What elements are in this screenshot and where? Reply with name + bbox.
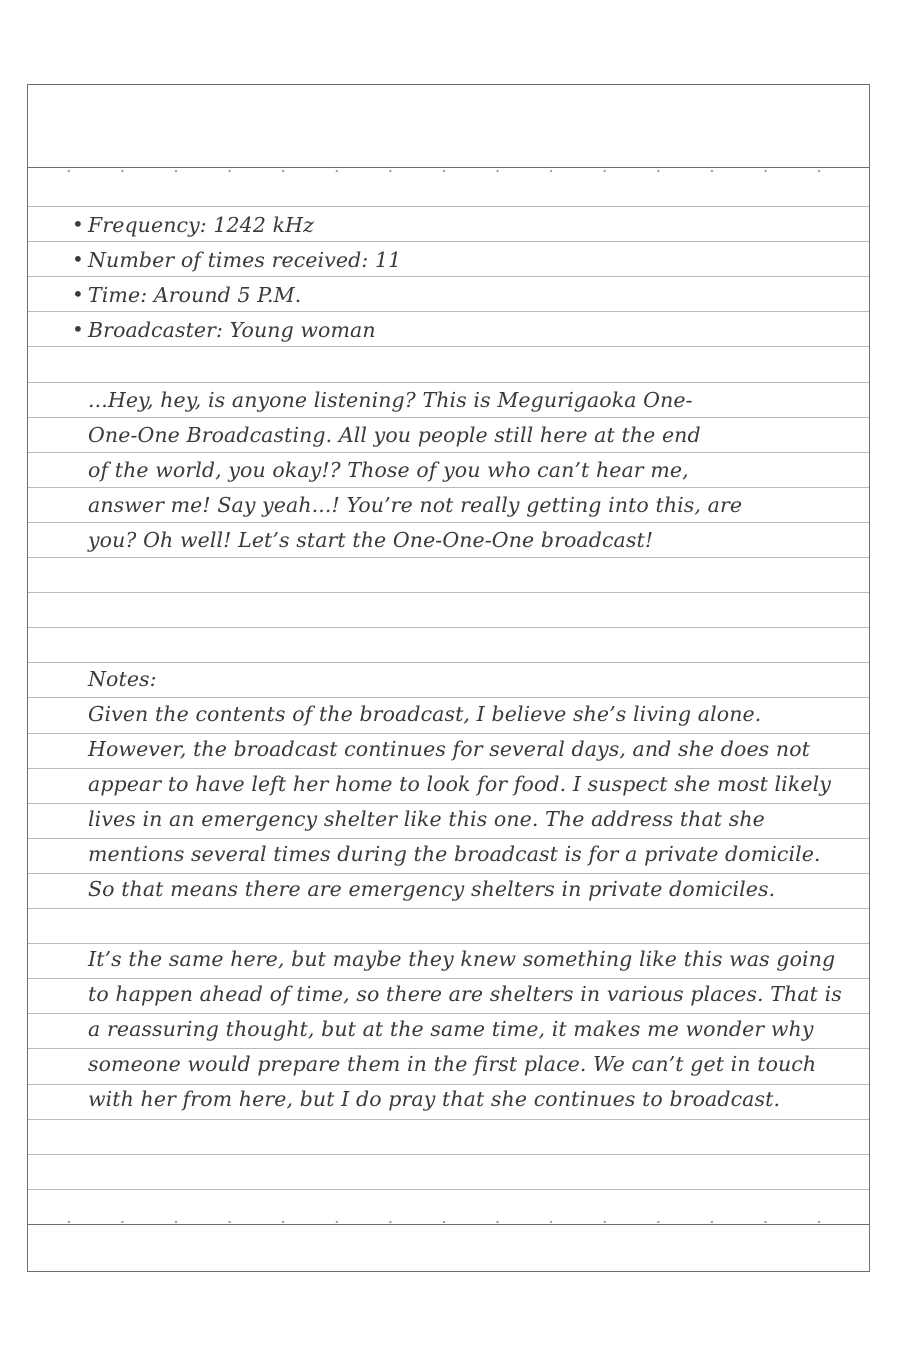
ruled-line [28, 627, 869, 628]
ruled-line [28, 768, 869, 769]
transcript-line: One-One Broadcasting. All you people still here at the end [88, 423, 701, 447]
ruled-line [28, 978, 869, 979]
ruled-line [28, 452, 869, 453]
info-frequency: Frequency: 1242 kHz [88, 213, 314, 237]
ruled-line [28, 311, 869, 312]
ruled-line [28, 522, 869, 523]
ruled-line [28, 662, 869, 663]
page-footer-band [28, 1224, 869, 1271]
notes-line: It’s the same here, but maybe they knew something like this was going [88, 947, 836, 971]
transcript-line: of the world, you okay!? Those of you who can’t hear me, [88, 458, 689, 482]
notes-line: So that means there are emergency shelters in private domiciles. [88, 877, 776, 901]
transcript-line: you? Oh well! Let’s start the One-One-One broadcast! [88, 528, 654, 552]
notes-line: to happen ahead of time, so there are shelters in various places. That is [88, 982, 842, 1006]
ruled-line [28, 1119, 869, 1120]
info-times-received: Number of times received: 11 [88, 248, 402, 272]
transcript-line: ...Hey, hey, is anyone listening? This is Megurigaoka One- [88, 388, 693, 412]
ruled-line [28, 1154, 869, 1155]
ruled-line [28, 733, 869, 734]
notes-line: a reassuring thought, but at the same time, it makes me wonder why [88, 1017, 814, 1041]
notes-line: lives in an emergency shelter like this one. The address that she [88, 807, 765, 831]
ruled-line [28, 1084, 869, 1085]
ruled-line [28, 276, 869, 277]
ruled-line [28, 908, 869, 909]
ruled-line [28, 382, 869, 383]
ruled-line [28, 241, 869, 242]
transcript-line: answer me! Say yeah...! You’re not really getting into this, are [88, 493, 743, 517]
ruled-line [28, 838, 869, 839]
notes-heading: Notes: [88, 667, 157, 691]
dotted-guide [28, 169, 869, 173]
info-broadcaster: Broadcaster: Young woman [88, 318, 376, 342]
ruled-line [28, 873, 869, 874]
bullet-dot: • [72, 282, 84, 306]
bullet-dot: • [72, 212, 84, 236]
ruled-line [28, 697, 869, 698]
notes-line: Given the contents of the broadcast, I believe she’s living alone. [88, 702, 762, 726]
ruled-line [28, 557, 869, 558]
notes-line: mentions several times during the broadcast is for a private domicile. [88, 842, 821, 866]
ruled-line [28, 346, 869, 347]
ruled-line [28, 1048, 869, 1049]
dotted-guide [28, 1220, 869, 1224]
ruled-line [28, 417, 869, 418]
page-header-band [28, 85, 869, 168]
notes-line: with her from here, but I do pray that she continues to broadcast. [88, 1087, 781, 1111]
ruled-line [28, 1189, 869, 1190]
ruled-line [28, 943, 869, 944]
info-time: Time: Around 5 P.M. [88, 283, 302, 307]
notes-line: someone would prepare them in the first place. We can’t get in touch [88, 1052, 817, 1076]
notes-line: However, the broadcast continues for several days, and she does not [88, 737, 810, 761]
ruled-line [28, 1013, 869, 1014]
ruled-line [28, 206, 869, 207]
notes-line: appear to have left her home to look for food. I suspect she most likely [88, 772, 831, 796]
ruled-line [28, 592, 869, 593]
ruled-line [28, 487, 869, 488]
ruled-line [28, 803, 869, 804]
bullet-dot: • [72, 317, 84, 341]
bullet-dot: • [72, 247, 84, 271]
